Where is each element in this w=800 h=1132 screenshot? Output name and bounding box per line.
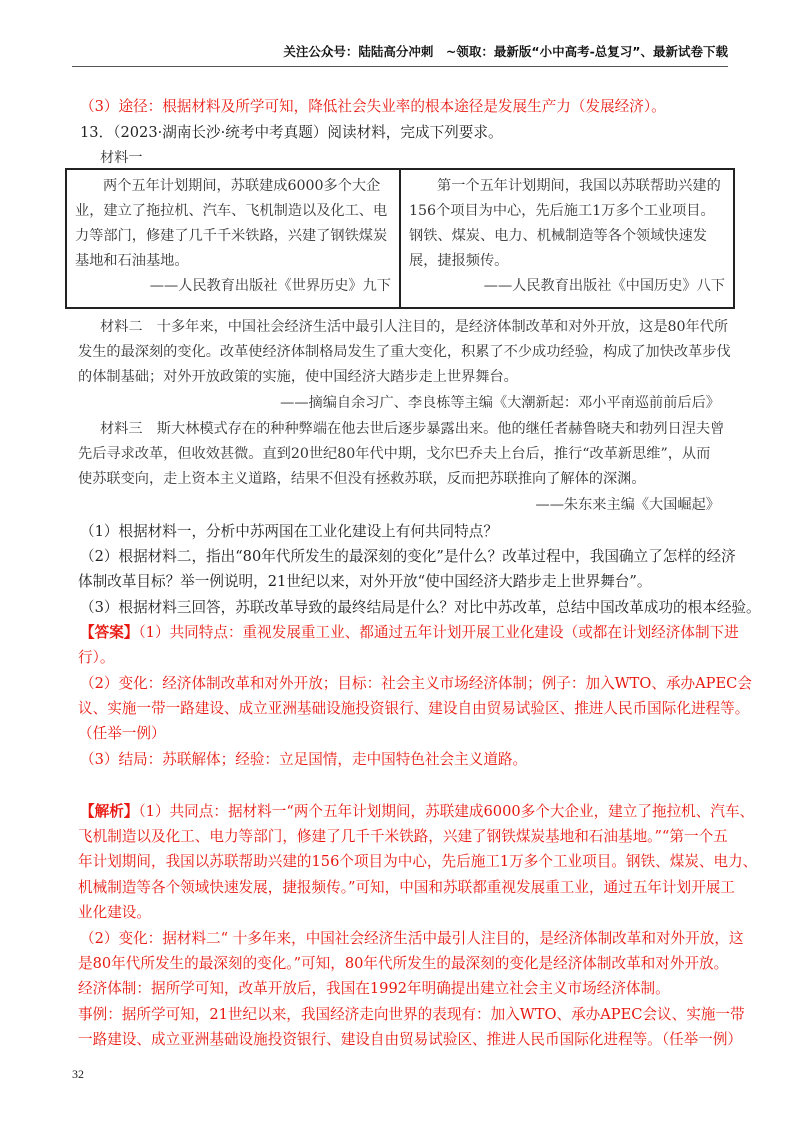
m1-left-line: 业，建立了拖拉机、汽车、飞机制造以及化工、电: [75, 203, 388, 219]
analysis-2-line: （2）变化：据材料二“ 十多年来，中国社会经济生活中最引人注目的，是经济体制改革和对外开放，这: [80, 930, 744, 947]
page-header: 关注公众号：陆陆高分冲刺 ~领取：最新版“小中高考-总复习”、最新试卷下载: [283, 44, 728, 59]
analysis-2-line: 是80年代所发生的最深刻的变化。”可知，80年代所发生的最深刻的变化是经济体制改革和对外开放。: [78, 955, 729, 972]
m1-right-line: 钢铁、煤炭、电力、机械制造等各个领域快速发: [409, 228, 707, 244]
analysis-1-text: （1）共同点：据材料一“两个五年计划期间，苏联建成6000多个大企业，建立了拖拉机、汽车、: [138, 803, 755, 820]
material1-table: [65, 168, 735, 309]
material1-label: 材料一: [100, 150, 143, 166]
m1-right-source: ——人民教育出版社《中国历史》八下: [483, 278, 725, 294]
analysis-2-line: 经济体制：据所学可知，改革开放后，我国在1992年明确提出建立社会主义市场经济体制。: [78, 980, 670, 997]
answer-3: （3）结局：苏联解体；经验：立足国情，走中国特色社会主义道路。: [80, 751, 528, 768]
prev-answer-line: （3）途径：根据材料及所学可知，降低社会失业率的根本途径是发展生产力（发展经济）。: [80, 98, 666, 115]
question-2-line: （2）根据材料二，指出“80年代所发生的最深刻的变化”是什么？改革过程中，我国确立了怎样的经济: [80, 548, 736, 565]
m1-right-line: 展，捷报频传。: [409, 253, 509, 269]
material2-line: 发生的最深刻的变化。改革使经济体制格局发生了重大变化，积累了不少成功经验，构成了加快改革步伐: [78, 344, 731, 360]
m1-left-line: 基地和石油基地。: [75, 253, 189, 269]
m1-right-line: 156个项目为中心，先后施工1万多个工业项目。: [409, 203, 715, 219]
answer-2-line: （2）变化：经济体制改革和对外开放；目标：社会主义市场经济体制；例子：加入WTO、承办APEC会: [80, 675, 752, 692]
analysis-2-line: 一路建设、成立亚洲基础设施投资银行、建设自由贸易试验区、推进人民币国际化进程等。（任举一例）: [78, 1031, 743, 1048]
analysis-line-1: [80, 800, 754, 821]
answer-2-line: 议、实施一带一路建设、成立亚洲基础设施投资银行、建设自由贸易试验区、推进人民币国际化进程等。: [78, 700, 750, 717]
material2-line: 材料二 十多年来，中国社会经济生活中最引人注目的，是经济体制改革和对外开放，这是80年代所: [100, 319, 729, 335]
question-2-line: 体制改革目标？举一例说明，21世纪以来，对外开放“使中国经济大踏步走上世界舞台”。: [78, 573, 652, 590]
analysis-1-line: 年计划期间，我国以苏联帮助兴建的156个项目为中心，先后施工1万多个工业项目。钢铁、煤炭、电力、: [78, 853, 758, 870]
material2-source: ——摘编自余习广、李良栋等主编《大潮新起：邓小平南巡前前后后》: [280, 395, 720, 411]
m1-left-source: ——人民教育出版社《世界历史》九下: [149, 278, 391, 294]
question-1: （1）根据材料一，分析中苏两国在工业化建设上有何共同特点？: [80, 523, 498, 540]
page-number: 32: [72, 1067, 84, 1081]
material2-line: 的体制基础；对外开放政策的实施，使中国经济大踏步走上世界舞台。: [78, 369, 518, 385]
header-divider: [72, 66, 728, 67]
analysis-1-line: 业化建设。: [78, 904, 151, 921]
answer-2-line: （任举一例）: [78, 725, 166, 742]
answer-1-text: （1）共同特点：重视发展重工业、都通过五年计划开展工业化建设（或都在计划经济体制下进: [138, 624, 739, 641]
m1-left-line: 两个五年计划期间，苏联建成6000多个大企: [103, 178, 381, 194]
question-intro: 13．（2023·湖南长沙·统考中考真题）阅读材料，完成下列要求。: [80, 124, 503, 141]
analysis-1-line: 机械制造等各个领域快速发展，捷报频传。”可知，中国和苏联都重视发展重工业，通过五年计划开展工: [78, 879, 735, 896]
analysis-label: 【解析】: [80, 803, 139, 820]
question-3: （3）根据材料三回答，苏联改革导致的最终结局是什么？对比中苏改革，总结中国改革成功的根本经验。: [80, 599, 761, 616]
material3-line: 使苏联变向，走上资本主义道路，结果不但没有拯救苏联，反而把苏联推向了解体的深渊。: [78, 471, 646, 487]
material1-left-cell: [66, 169, 400, 308]
analysis-2-line: 事例：据所学可知，21世纪以来，我国经济走向世界的表现有：加入WTO、承办APEC会议、实施一带: [78, 1006, 745, 1023]
material3-line: 材料三 斯大林模式存在的种种弊端在他去世后逐步暴露出来。他的继任者赫鲁晓夫和勃列日涅夫曾: [100, 421, 725, 437]
material1-right-cell: [400, 169, 734, 308]
m1-left-line: 力等部门，修建了几千千米铁路，兴建了钢铁煤炭: [75, 228, 388, 244]
answer-1-line: 行）。: [78, 649, 115, 666]
material3-source: ——朱东来主编《大国崛起》: [535, 497, 720, 513]
answer-label: 【答案】: [80, 624, 139, 641]
m1-right-line: 第一个五年计划期间，我国以苏联帮助兴建的: [437, 178, 721, 194]
analysis-1-line: 飞机制造以及化工、电力等部门，修建了几千千米铁路，兴建了钢铁煤炭基地和石油基地。”“第一个五: [78, 828, 728, 845]
material3-line: 先后寻求改革，但收效甚微。直到20世纪80年代中期，戈尔巴乔夫上台后，推行“改革新思维”，从而: [78, 446, 711, 462]
answer-line-1: [80, 621, 739, 642]
